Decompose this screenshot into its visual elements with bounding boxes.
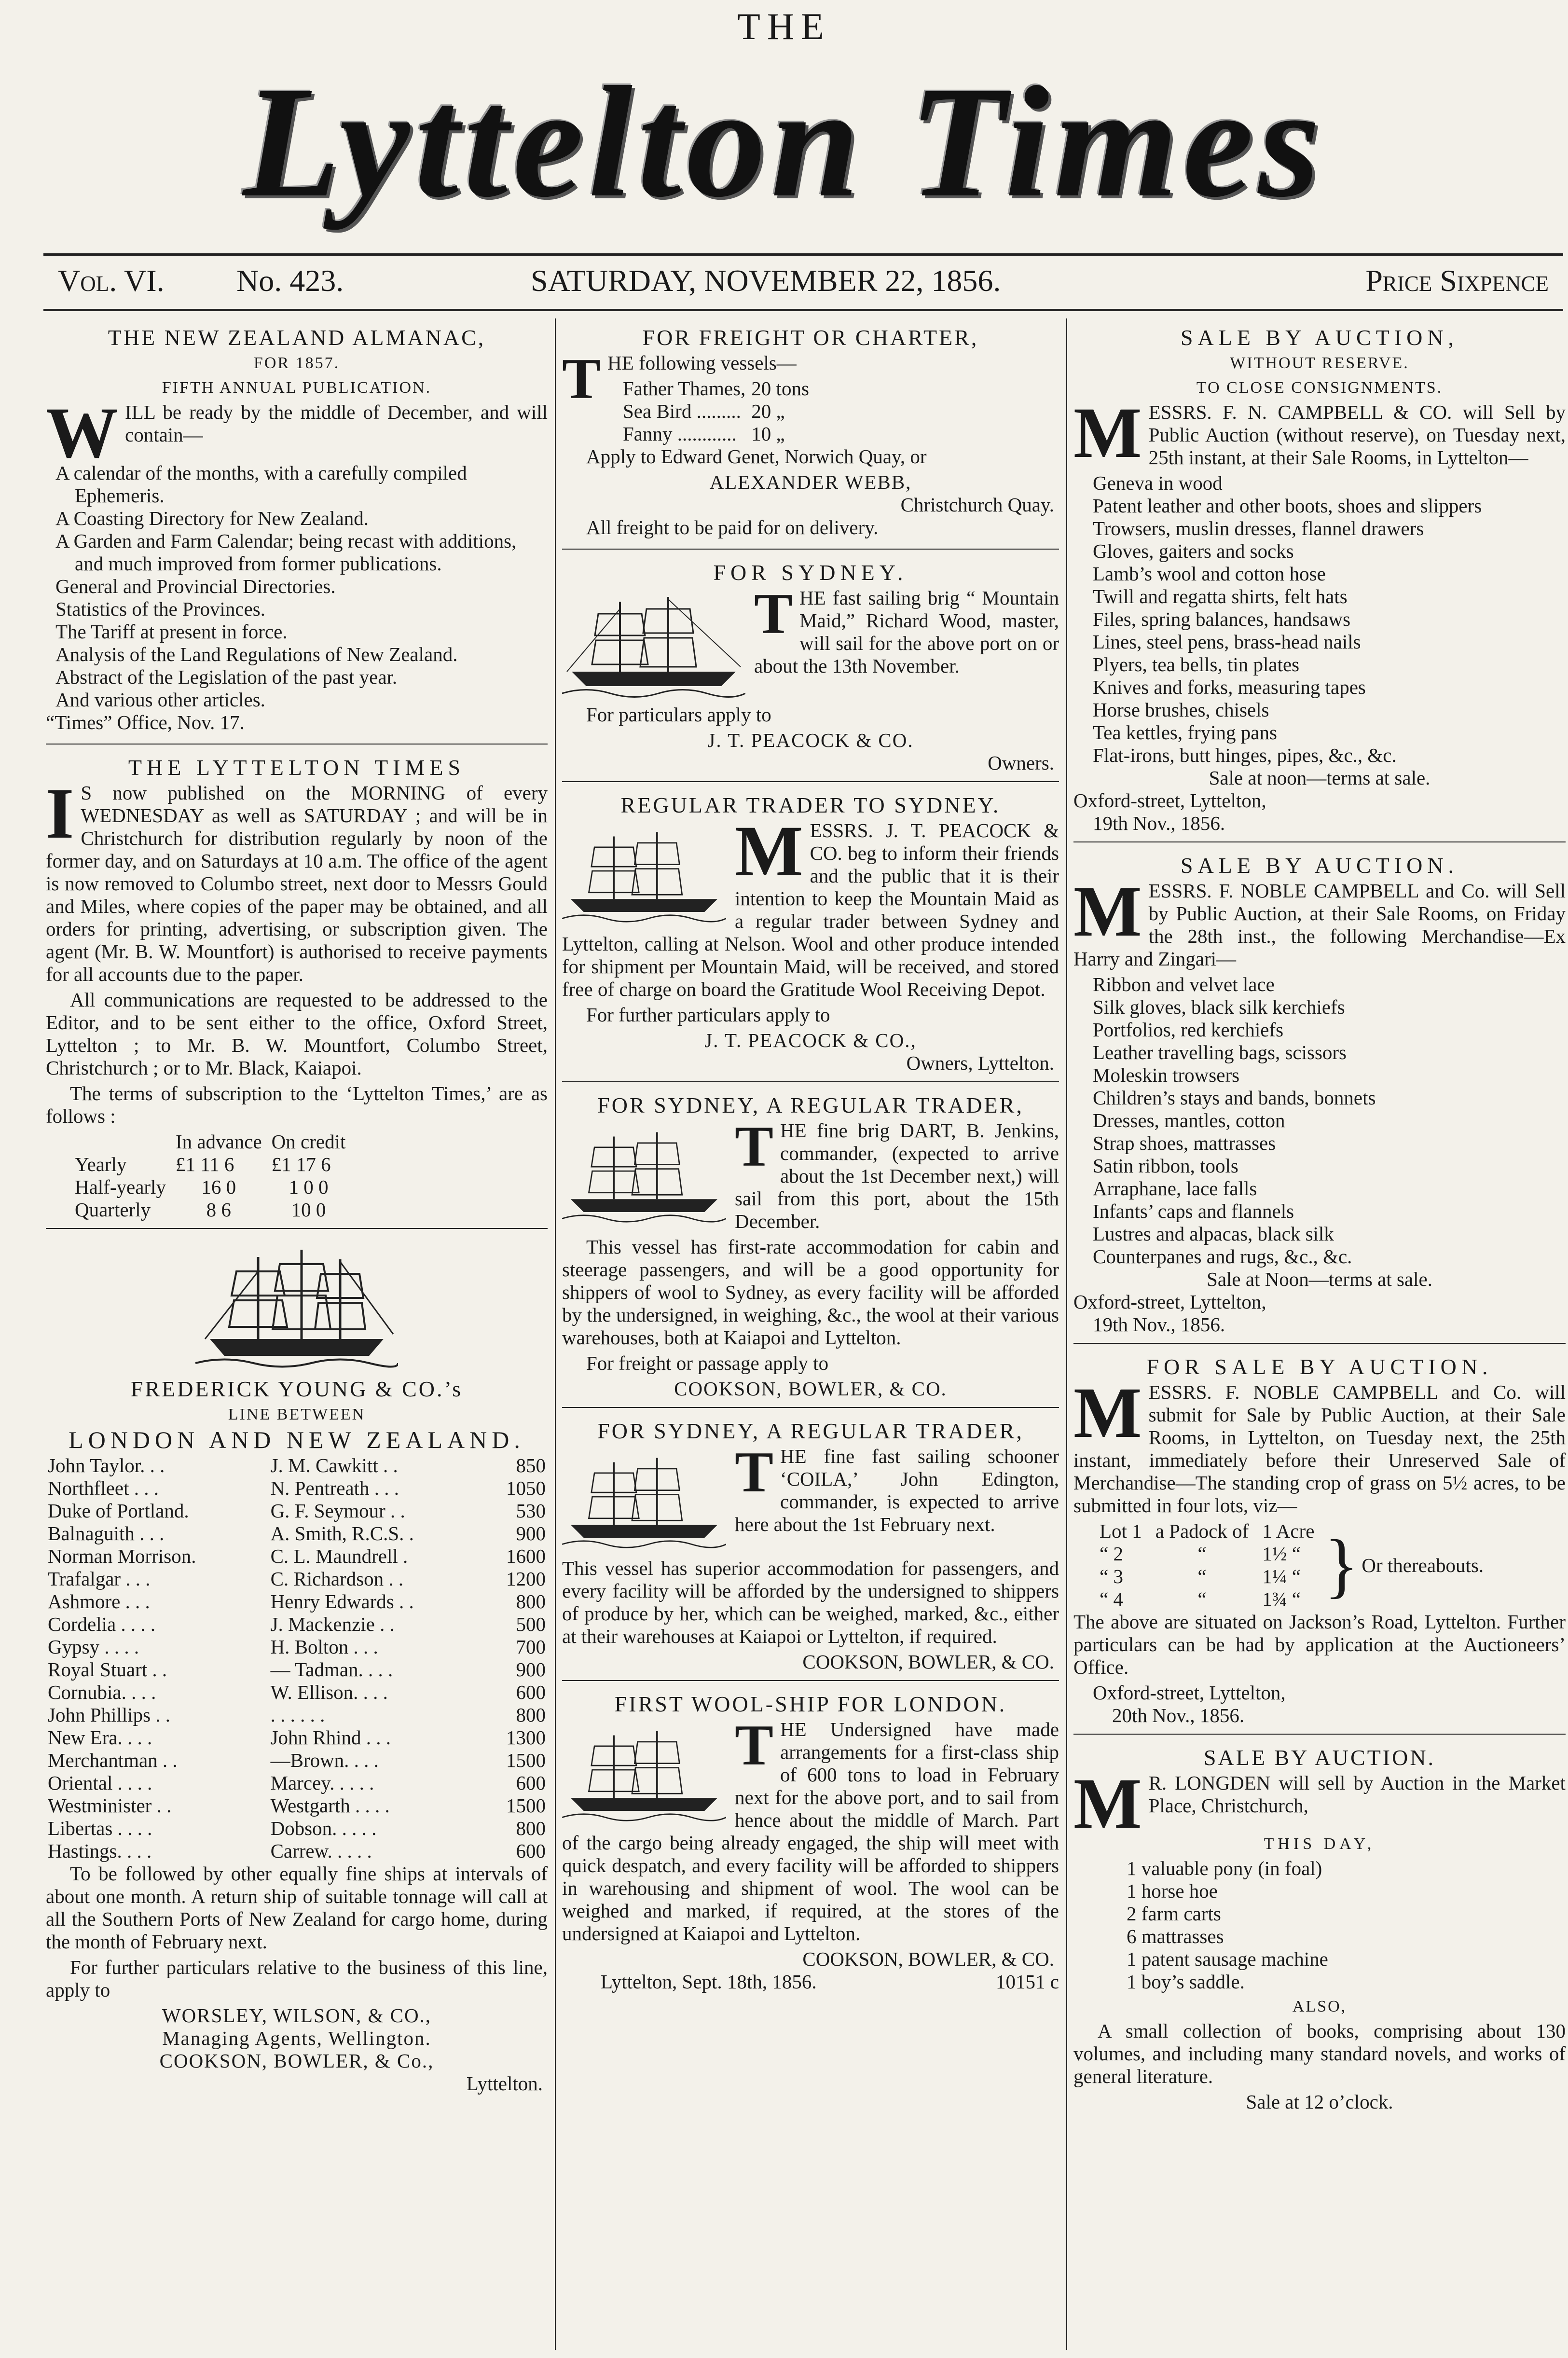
column-header: In advance xyxy=(175,1131,262,1153)
table-row xyxy=(75,1176,355,1199)
list-item: Files, spring balances, handsaws xyxy=(1093,608,1351,630)
sydney-paragraph: HE fast sailing brig “ Mountain Maid,” Richard Wood, master, will sail for the above port on or about the 13th November. xyxy=(754,587,1059,677)
table-row xyxy=(46,1704,548,1726)
almanac-ad xyxy=(46,318,548,745)
vessel-tons: 20 „ xyxy=(751,400,785,422)
ship-tons: 600 xyxy=(516,1772,546,1794)
freight-paragraph: All freight to be paid for on delivery. xyxy=(586,516,879,538)
coila-ad xyxy=(562,1412,1059,1681)
lot-size: 1¾ “ xyxy=(1262,1588,1301,1610)
table-row xyxy=(46,1568,548,1590)
sale-place: Oxford-street, Lyttelton, xyxy=(1073,789,1266,812)
table-cell: 16 0 xyxy=(201,1176,236,1198)
drop-cap: I xyxy=(46,773,74,854)
dart-paragraph: This vessel has first-rate accommodation for cabin and steerage passengers, and will be a good opportunity for shippers of wool to Sydney, as every facility will be afforded by the undersigned, in weighing, &c., the wool at their various warehouses, both at Kaiapoi and Lyttelton. xyxy=(562,1236,1059,1349)
lot-description: “ xyxy=(1197,1565,1207,1587)
freight-intro: HE following vessels— xyxy=(607,352,797,374)
ship-tons: 600 xyxy=(516,1681,546,1703)
lot-description: “ xyxy=(1197,1588,1207,1610)
table-cell: £1 11 6 xyxy=(175,1153,234,1175)
vessel-tons: 10 „ xyxy=(751,423,785,445)
sale-time: Sale at noon—terms at sale. xyxy=(1209,767,1430,789)
list-item: Leather travelling bags, scissors xyxy=(1093,1041,1347,1063)
list-item: 1 valuable pony (in foal) xyxy=(1127,1857,1322,1879)
ship-engraving-icon xyxy=(562,1448,726,1554)
top-rule xyxy=(43,253,1563,256)
list-item: Silk gloves, black silk kerchiefs xyxy=(1093,996,1345,1018)
ship-tons: 900 xyxy=(516,1658,546,1681)
drop-cap: M xyxy=(735,811,803,891)
auction-campbell-ad xyxy=(1073,318,1566,842)
vessel-name: Father Thames, xyxy=(623,377,746,400)
sale-time: Sale at Noon—terms at sale. xyxy=(1207,1268,1432,1290)
ship-master: . . . . . . xyxy=(270,1704,325,1726)
almanac-heading: THE NEW ZEALAND ALMANAC, xyxy=(108,325,486,350)
signature: COOKSON, BOWLER, & CO. xyxy=(802,1651,1054,1673)
coila-heading: FOR SYDNEY, A REGULAR TRADER, xyxy=(597,1419,1024,1443)
lot-number: “ 4 xyxy=(1100,1588,1123,1610)
table-row xyxy=(46,1658,548,1681)
notice-heading: THE LYTTELTON TIMES xyxy=(128,755,466,780)
ship-master: W. Ellison. . . . xyxy=(270,1681,388,1703)
dart-heading: FOR SYDNEY, A REGULAR TRADER, xyxy=(597,1093,1024,1117)
lot-description: “ xyxy=(1197,1543,1207,1565)
auction-paragraph: R. LONGDEN will sell by Auction in the Market Place, Christchurch, xyxy=(1148,1772,1566,1817)
ship-name: Northfleet . . . xyxy=(48,1477,159,1499)
woolship-heading: FIRST WOOL-SHIP FOR LONDON. xyxy=(614,1692,1007,1716)
ship-tons: 1500 xyxy=(506,1749,546,1771)
wool-ship-ad xyxy=(562,1685,1059,2000)
auction-items xyxy=(1117,1857,1566,1993)
ship-master: —Brown. . . . xyxy=(270,1749,379,1771)
signature: COOKSON, BOWLER, & Co., xyxy=(159,2050,434,2072)
young-subheading: LINE BETWEEN xyxy=(228,1406,366,1423)
young-paragraph: For further particulars relative to the business of this line, apply to xyxy=(46,1956,548,2001)
table-row xyxy=(46,1613,548,1636)
table-row xyxy=(620,400,812,423)
auction-heading: SALE BY AUCTION. xyxy=(1203,1745,1436,1770)
sydney-heading: FOR SYDNEY. xyxy=(713,560,908,585)
sale-place: Oxford-street, Lyttelton, xyxy=(1093,1682,1286,1704)
table-cell: 8 6 xyxy=(206,1199,231,1221)
list-item: Strap shoes, mattrasses xyxy=(1093,1132,1276,1154)
table-row xyxy=(46,1726,548,1749)
lot-number: “ 3 xyxy=(1100,1565,1123,1587)
drop-cap: T xyxy=(735,1713,774,1777)
table-row xyxy=(1093,1520,1321,1543)
auction-heading: SALE BY AUCTION, xyxy=(1180,325,1459,350)
table-row xyxy=(620,423,812,445)
drop-cap: M xyxy=(1073,393,1142,473)
list-item: A calendar of the months, with a carefully compiled Ephemeris. xyxy=(55,462,467,507)
ship-tons: 600 xyxy=(516,1840,546,1862)
ship-master: Carrew. . . . . xyxy=(270,1840,372,1862)
ship-tons: 800 xyxy=(516,1817,546,1839)
drop-cap: T xyxy=(562,346,601,411)
list-item: Statistics of the Provinces. xyxy=(55,598,266,620)
list-item: Arraphane, lace falls xyxy=(1093,1177,1257,1200)
young-route: LONDON AND NEW ZEALAND. xyxy=(69,1426,525,1453)
table-row xyxy=(46,1477,548,1500)
list-item: Lines, steel pens, brass-head nails xyxy=(1093,631,1361,653)
signature: ALEXANDER WEBB, xyxy=(709,471,912,493)
list-item: Portfolios, red kerchiefs xyxy=(1093,1019,1284,1041)
list-item: Analysis of the Land Regulations of New Zealand. xyxy=(55,643,458,665)
ship-name: Duke of Portland. xyxy=(48,1500,189,1522)
sydney-paragraph: For particulars apply to xyxy=(586,703,771,726)
ship-engraving-icon xyxy=(195,1242,398,1373)
auction-paragraph: ESSRS. F. N. CAMPBELL & CO. will Sell by Public Auction (without reserve), on Tuesday next, 25th instant, at their Sale Rooms, in Lyttelton— xyxy=(1148,401,1566,469)
ship-name: Ashmore . . . xyxy=(48,1590,150,1613)
list-item: Children’s stays and bands, bonnets xyxy=(1093,1087,1376,1109)
table-row xyxy=(46,1500,548,1522)
table-row xyxy=(46,1522,548,1545)
ship-master: Marcey. . . . . xyxy=(270,1772,374,1794)
drop-cap: T xyxy=(754,581,793,646)
lot-note: Or thereabouts. xyxy=(1362,1554,1484,1576)
auction-heading: SALE BY AUCTION. xyxy=(1180,853,1459,878)
lot-size: 1½ “ xyxy=(1262,1543,1301,1565)
ship-name: Cornubia. . . . xyxy=(48,1681,156,1703)
ship-roster xyxy=(46,1454,548,1862)
ship-tons: 850 xyxy=(516,1454,546,1476)
notice-paragraph: All communications are requested to be addressed to the Editor, and to be sent either to the office, Oxford Street, Lyttelton ; to Mr. B. W. Mountfort, Columbo Street, Christchurch ; or to Mr. Black, Kaiapoi. xyxy=(46,989,548,1079)
regular-paragraph: ESSRS. J. T. PEACOCK & CO. beg to inform their friends and the public that it is their intention to keep the Mountain Maid as a regular trader between Sydney and Lyttelton, calling at Nelson. Wool and other produce intended for shipment per Mountain Maid, will be received, and stored free of charge on board the Gratitude Wool Receiving Depot. xyxy=(562,819,1059,1000)
sale-place: Oxford-street, Lyttelton, xyxy=(1073,1291,1266,1313)
ship-master: John Rhind . . . xyxy=(270,1726,391,1749)
regular-trader-ad xyxy=(562,786,1059,1082)
list-item: Satin ribbon, tools xyxy=(1093,1155,1238,1177)
ship-name: Norman Morrison. xyxy=(48,1545,196,1567)
ship-master: J. M. Cawkitt . . xyxy=(270,1454,398,1476)
table-row xyxy=(75,1199,355,1221)
lot-table xyxy=(1093,1520,1321,1611)
table-row xyxy=(46,1772,548,1794)
list-item: Abstract of the Legislation of the past year. xyxy=(55,666,398,688)
ship-master: C. L. Maundrell . xyxy=(270,1545,408,1567)
ship-tons: 1500 xyxy=(506,1794,546,1817)
almanac-intro: ILL be ready by the middle of December, and will contain— xyxy=(125,401,548,446)
auction-paragraph: ESSRS. F. NOBLE CAMPBELL and Co. will submit for Sale by Public Auction, at their Sale Rooms, in Lyttelton, on Tuesday next, the 25th instant, immediately before their Unreserved Sale of Merchandise—The standing crop of grass on 5½ acres, to be submitted in four lots, viz— xyxy=(1073,1381,1566,1517)
lot-number: “ 2 xyxy=(1100,1543,1123,1565)
volume-number: Vol. VI. xyxy=(58,263,165,298)
column-divider xyxy=(1066,318,1067,2350)
list-item: Moleskin trowsers xyxy=(1093,1064,1240,1086)
lot-number: Lot 1 xyxy=(1100,1520,1142,1542)
vessel-name: Sea Bird ......... xyxy=(623,400,741,422)
freight-heading: FOR FREIGHT OR CHARTER, xyxy=(642,325,979,350)
ship-name: Hastings. . . . xyxy=(48,1840,152,1862)
drop-cap: M xyxy=(1073,871,1142,951)
signature: Lyttelton. xyxy=(466,2072,543,2095)
auction-paragraph: ESSRS. F. NOBLE CAMPBELL and Co. will Sell by Public Auction, at their Sale Rooms, on Friday the 28th inst., the following Merchandise—Ex Harry and Zingari— xyxy=(1073,880,1566,970)
freight-ad xyxy=(562,318,1059,550)
frederick-young-ad xyxy=(46,1233,548,2102)
young-paragraph: To be followed by other equally fine ships at intervals of about one month. A return ship of suitable tonnage will call at all the Southern Ports of New Zealand for cargo home, during the month of February next. xyxy=(46,1862,548,1953)
ship-name: John Taylor. . . xyxy=(48,1454,165,1476)
table-row xyxy=(46,1545,548,1568)
signature: J. T. PEACOCK & CO., xyxy=(704,1029,917,1051)
list-item: Infants’ caps and flannels xyxy=(1093,1200,1294,1222)
column-3 xyxy=(1073,318,1566,2350)
dart-ad xyxy=(562,1086,1059,1408)
ship-master: J. Mackenzie . . xyxy=(270,1613,395,1635)
column-2 xyxy=(562,318,1059,2350)
coila-paragraph: This vessel has superior accommodation for passengers, and every facility will be afforded by the undersigned to shippers of produce by her, which can be weighed, marked, &c., either at their warehouses at Kaiapoi or Lyttelton, if required. xyxy=(562,1557,1059,1647)
list-item: Gloves, gaiters and socks xyxy=(1093,540,1294,562)
list-item: Lamb’s wool and cotton hose xyxy=(1093,563,1326,585)
list-item: A Coasting Directory for New Zealand. xyxy=(55,507,369,529)
subscription-table xyxy=(75,1131,355,1221)
auction-paragraph: A small collection of books, comprising about 130 volumes, and including many standard novels, and works of general literature. xyxy=(1073,2020,1566,2087)
dateline-rule xyxy=(43,309,1563,311)
list-item: 1 boy’s saddle. xyxy=(1127,1971,1245,1993)
freight-paragraph: Apply to Edward Genet, Norwich Quay, or xyxy=(586,445,927,468)
ship-tons: 700 xyxy=(516,1636,546,1658)
drop-cap: M xyxy=(1073,1373,1142,1453)
almanac-edition: FIFTH ANNUAL PUBLICATION. xyxy=(162,379,432,397)
table-row xyxy=(1093,1543,1321,1565)
vessel-tons: 20 tons xyxy=(751,377,809,400)
drop-cap: M xyxy=(1073,1764,1142,1844)
ship-master: Henry Edwards . . xyxy=(270,1590,414,1613)
list-item: Counterpanes and rugs, &c., &c. xyxy=(1093,1245,1352,1268)
list-item: Plyers, tea bells, tin plates xyxy=(1093,653,1300,676)
sale-date: 19th Nov., 1856. xyxy=(1093,812,1225,834)
list-item: Geneva in wood xyxy=(1093,472,1223,494)
table-row xyxy=(46,1749,548,1772)
ship-tons: 1050 xyxy=(506,1477,546,1499)
ship-master: A. Smith, R.C.S. . xyxy=(270,1522,414,1544)
notice-paragraph: The terms of subscription to the ‘Lyttelton Times,’ are as follows : xyxy=(46,1082,548,1127)
sale-date: 19th Nov., 1856. xyxy=(1093,1313,1225,1336)
dart-paragraph: HE fine brig DART, B. Jenkins, commander, (expected to arrive about the 1st December next,) will sail from this port, about the 15th December. xyxy=(735,1119,1059,1232)
sale-day: THIS DAY, xyxy=(1264,1835,1375,1853)
list-item: General and Provincial Directories. xyxy=(55,575,336,597)
table-row xyxy=(46,1817,548,1840)
ship-master: G. F. Seymour . . xyxy=(270,1500,405,1522)
ship-name: Royal Stuart . . xyxy=(48,1658,167,1681)
signature: Owners, Lyttelton. xyxy=(906,1052,1054,1074)
ship-tons: 1300 xyxy=(506,1726,546,1749)
column-divider xyxy=(555,318,556,2350)
list-item: Flat-irons, butt hinges, pipes, &c., &c. xyxy=(1093,744,1397,766)
list-item: Tea kettles, frying pans xyxy=(1093,721,1277,744)
list-item: 6 mattrasses xyxy=(1127,1925,1224,1947)
dateline xyxy=(48,263,1558,306)
signature: COOKSON, BOWLER, & CO. xyxy=(802,1948,1054,1970)
auction-longden-ad xyxy=(1073,1738,1566,2120)
almanac-contents xyxy=(46,462,548,711)
ship-tons: 800 xyxy=(516,1704,546,1726)
column-header: On credit xyxy=(271,1131,346,1153)
masthead-title: Lyttelton Times xyxy=(243,54,1325,230)
ship-master: — Tadman. . . . xyxy=(270,1658,393,1681)
signature: Owners. xyxy=(988,752,1054,774)
list-item: Patent leather and other boots, shoes and slippers xyxy=(1093,495,1482,517)
list-item: Ribbon and velvet lace xyxy=(1093,973,1275,995)
auction-items xyxy=(1073,973,1566,1268)
ship-engraving-icon xyxy=(562,822,726,928)
table-row xyxy=(46,1794,548,1817)
lot-size: 1 Acre xyxy=(1262,1520,1315,1542)
list-item: A Garden and Farm Calendar; being recast with additions, and much improved from former publications. xyxy=(55,530,517,575)
ship-tons: 900 xyxy=(516,1522,546,1544)
list-item: And various other articles. xyxy=(55,689,265,711)
signature: COOKSON, BOWLER, & CO. xyxy=(674,1378,947,1400)
vessel-list xyxy=(620,377,812,445)
vessel-name: Fanny ............ xyxy=(623,423,737,445)
ship-name: Cordelia . . . . xyxy=(48,1613,156,1635)
regular-paragraph: For further particulars apply to xyxy=(586,1004,830,1026)
list-item: Trowsers, muslin dresses, flannel drawers xyxy=(1093,517,1424,539)
issue-number: No. 423. xyxy=(236,263,344,298)
ship-name: John Phillips . . xyxy=(48,1704,171,1726)
ship-name: Oriental . . . . xyxy=(48,1772,152,1794)
ship-engraving-icon xyxy=(562,1721,726,1827)
ship-tons: 800 xyxy=(516,1590,546,1613)
ship-name: New Era. . . . xyxy=(48,1726,152,1749)
ship-tons: 500 xyxy=(516,1613,546,1635)
regular-heading: REGULAR TRADER TO SYDNEY. xyxy=(620,793,1001,817)
table-row xyxy=(1093,1588,1321,1611)
ship-name: Libertas . . . . xyxy=(48,1817,152,1839)
table-cell: 1 0 0 xyxy=(289,1176,329,1198)
list-item: Horse brushes, chisels xyxy=(1093,699,1269,721)
masthead-the: THE xyxy=(737,5,831,47)
almanac-year: FOR 1857. xyxy=(253,354,340,372)
table-cell: £1 17 6 xyxy=(271,1153,331,1175)
sale-date: 20th Nov., 1856. xyxy=(1112,1704,1245,1726)
auction-grass-ad xyxy=(1073,1348,1566,1735)
ship-master: Dobson. . . . . xyxy=(270,1817,377,1839)
ship-master: H. Bolton . . . xyxy=(270,1636,378,1658)
auction-items xyxy=(1073,472,1566,767)
auction-heading: FOR SALE BY AUCTION. xyxy=(1146,1354,1493,1379)
ship-master: N. Pentreath . . . xyxy=(270,1477,399,1499)
signature: Christchurch Quay. xyxy=(900,494,1054,516)
issue-date: SATURDAY, NOVEMBER 22, 1856. xyxy=(531,263,1001,298)
list-item: Dresses, mantles, cotton xyxy=(1093,1109,1285,1131)
table-row xyxy=(46,1590,548,1613)
list-item: 1 patent sausage machine xyxy=(1127,1948,1328,1970)
ship-name: Balnaguith . . . xyxy=(48,1522,165,1544)
ad-code: 10151 c xyxy=(996,1971,1059,1993)
table-row xyxy=(46,1681,548,1704)
list-item: The Tariff at present in force. xyxy=(55,621,288,643)
auction-paragraph: The above are situated on Jackson’s Road, Lyttelton. Further particulars can be had by application at the Auctioneers’ Office. xyxy=(1073,1611,1566,1678)
list-item: Knives and forks, measuring tapes xyxy=(1093,676,1366,698)
table-row xyxy=(46,1454,548,1477)
auction-subheading: TO CLOSE CONSIGNMENTS. xyxy=(1196,379,1443,397)
brace-icon: } xyxy=(1324,1525,1359,1605)
table-cell: Half-yearly xyxy=(75,1176,166,1198)
ship-engraving-icon xyxy=(562,1122,726,1228)
sale-time: Sale at 12 o’clock. xyxy=(1246,2091,1393,2113)
sydney-brig-ad xyxy=(562,553,1059,782)
signature: J. T. PEACOCK & CO. xyxy=(707,729,914,751)
list-item: Lustres and alpacas, black silk xyxy=(1093,1223,1334,1245)
ship-name: Gypsy . . . . xyxy=(48,1636,139,1658)
ship-tons: 1200 xyxy=(506,1568,546,1590)
table-row xyxy=(1093,1565,1321,1588)
ship-name: Merchantman . . xyxy=(48,1749,178,1771)
ship-tons: 1600 xyxy=(506,1545,546,1567)
auction-subheading: WITHOUT RESERVE. xyxy=(1230,354,1409,372)
ship-name: Trafalgar . . . xyxy=(48,1568,151,1590)
ship-tons: 530 xyxy=(516,1500,546,1522)
ship-name: Westminister . . xyxy=(48,1794,172,1817)
list-item: 1 horse hoe xyxy=(1127,1880,1218,1902)
lot-description: a Padock of xyxy=(1155,1520,1249,1542)
table-row xyxy=(46,1840,548,1862)
lyttelton-times-notice xyxy=(46,748,548,1229)
table-cell: Quarterly xyxy=(75,1199,151,1221)
drop-cap: W xyxy=(46,393,118,473)
ship-master: C. Richardson . . xyxy=(270,1568,404,1590)
table-row xyxy=(46,1636,548,1658)
drop-cap: T xyxy=(735,1440,774,1504)
price: Price Sixpence xyxy=(1365,263,1549,298)
ship-master: Westgarth . . . . xyxy=(270,1794,390,1817)
young-heading: FREDERICK YOUNG & CO.’s xyxy=(130,1377,463,1401)
drop-cap: T xyxy=(735,1114,774,1178)
lot-size: 1¼ “ xyxy=(1262,1565,1301,1587)
signature: Managing Agents, Wellington. xyxy=(162,2027,431,2049)
woolship-paragraph: HE Undersigned have made arrangements for a first-class ship of 600 tons to load in February next for the above port, and to sail from hence about the middle of March. Part of the cargo being already engaged, the ship will meet with quick despatch, and every facility will be afforded to shippers in warehousing and shipment of wool. The wool can be weighed and marked, if required, at the stores of the undersigned at Kaiapoi and Lyttelton. xyxy=(562,1718,1059,1944)
notice-paragraph: S now published on the MORNING of every WEDNESDAY as well as SATURDAY ; and will be in Christchurch for distribution regularly by noon of the former day, and on Saturdays at 10 a.m. The office of the agent is now removed to Columbo street, next door to Messrs Gould and Miles, where copies of the paper may be obtained, and all orders for printing, advertising, or subscription given. The agent (Mr. B. W. Mountfort) is authorised to receive payments for all accounts due to the paper. xyxy=(46,782,548,985)
masthead xyxy=(0,0,1568,251)
signature: WORSLEY, WILSON, & CO., xyxy=(162,2004,432,2027)
almanac-footer: “Times” Office, Nov. 17. xyxy=(46,711,245,733)
table-cell: 10 0 xyxy=(291,1199,326,1221)
list-item: Twill and regatta shirts, felt hats xyxy=(1093,585,1348,607)
column-1 xyxy=(46,318,548,2350)
table-cell: Yearly xyxy=(75,1153,127,1175)
list-item: 2 farm carts xyxy=(1127,1903,1221,1925)
table-row xyxy=(620,377,812,400)
woolship-date: Lyttelton, Sept. 18th, 1856. xyxy=(601,1971,817,1993)
dart-paragraph: For freight or passage apply to xyxy=(586,1352,829,1374)
also-label: ALSO, xyxy=(1292,1998,1347,2015)
table-row xyxy=(75,1153,355,1176)
coila-paragraph: HE fine fast sailing schooner ‘COILA,’ John Edington, commander, is expected to arrive here about the 1st February next. xyxy=(735,1445,1059,1535)
ship-engraving-icon xyxy=(562,590,745,701)
auction-noble-campbell-ad xyxy=(1073,846,1566,1344)
